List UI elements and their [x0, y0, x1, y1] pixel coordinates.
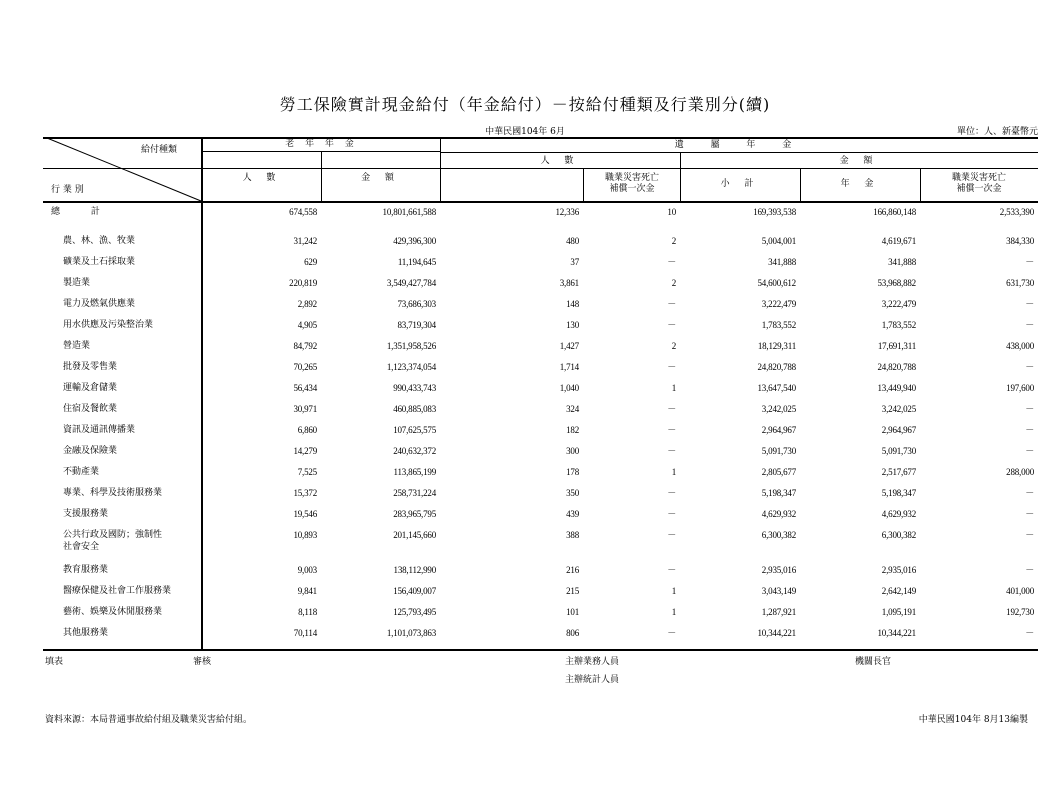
table-cell: 11,194,645 [397, 257, 436, 267]
table-cell: 4,905 [297, 320, 317, 330]
survivor-annuity-header: 遺 屬 年 金 [674, 140, 804, 150]
table-cell: 3,861 [559, 278, 579, 288]
table-cell: 4,629,932 [761, 509, 796, 519]
table-cell: 629 [304, 257, 317, 267]
row-label: 醫療保健及社會工作服務業 [63, 586, 172, 596]
table-cell: 438,000 [1006, 341, 1034, 351]
row-label: 製造業 [63, 278, 91, 288]
table-cell: － [667, 299, 676, 309]
table-cell: 2,935,016 [761, 565, 796, 575]
table-cell: － [1025, 628, 1034, 638]
table-cell: 2 [671, 236, 676, 246]
row-label: 用水供應及污染整治業 [63, 320, 154, 330]
table-cell: 3,043,149 [761, 586, 796, 596]
report-title: 勞工保險實計現金給付（年金給付）－按給付種類及行業別分(續) [279, 95, 771, 114]
table-cell: 3,242,025 [761, 404, 796, 414]
occupational-death-persons-header: 職業災害死亡 補償一次金 [604, 173, 659, 194]
table-cell: 5,004,001 [761, 236, 796, 246]
row-label: 藝術、娛樂及休閒服務業 [63, 607, 163, 617]
table-cell: 9,841 [297, 586, 317, 596]
table-cell: 107,625,575 [393, 425, 436, 435]
table-cell: 83,719,304 [397, 320, 436, 330]
table-cell: 1 [671, 383, 676, 393]
footer-business-head: 主辦業務人員 [565, 657, 620, 667]
subtotal-header: 小 計 [720, 179, 760, 189]
corner-top-label: 給付種類 [141, 145, 178, 155]
table-cell: 4,629,932 [881, 509, 916, 519]
table-cell: 53,968,882 [877, 278, 916, 288]
table-cell: 3,222,479 [881, 299, 916, 309]
table-cell: 5,198,347 [761, 488, 796, 498]
table-cell: 324 [566, 404, 579, 414]
table-cell: 56,434 [293, 383, 317, 393]
table-cell: 18,129,311 [757, 341, 796, 351]
table-cell: 1 [671, 467, 676, 477]
footer-stats-head: 主辦統計人員 [565, 675, 620, 685]
table-bottom-border [43, 649, 1038, 651]
table-cell: 480 [566, 236, 579, 246]
footer-agency-head: 機關長官 [855, 657, 892, 667]
table-cell: 1,101,073,863 [386, 628, 436, 638]
table-cell: 220,819 [289, 278, 317, 288]
table-cell: 806 [566, 628, 579, 638]
annuity-header: 年 金 [840, 179, 880, 189]
occupational-death-amount-header: 職業災害死亡 補償一次金 [951, 173, 1006, 194]
table-cell: － [1025, 446, 1034, 456]
table-cell: 3,549,427,784 [386, 278, 436, 288]
table-cell: 166,860,148 [873, 207, 916, 217]
table-cell: － [667, 628, 676, 638]
row-label: 資訊及通訊傳播業 [63, 425, 136, 435]
table-cell: － [1025, 530, 1034, 540]
table-cell: － [667, 320, 676, 330]
table-cell: 1 [671, 586, 676, 596]
table-cell: 2,964,967 [761, 425, 796, 435]
row-label: 教育服務業 [63, 565, 109, 575]
table-cell: 2,642,149 [881, 586, 916, 596]
statistics-table [43, 137, 1038, 650]
table-cell: － [667, 446, 676, 456]
table-cell: 84,792 [293, 341, 317, 351]
table-cell: 1 [671, 607, 676, 617]
row-label: 不動產業 [63, 467, 100, 477]
table-cell: 169,393,538 [753, 207, 796, 217]
table-cell: 3,222,479 [761, 299, 796, 309]
table-cell: 1,351,958,526 [386, 341, 436, 351]
header-rule-survivor [440, 152, 1038, 153]
table-cell: 10,344,221 [877, 628, 916, 638]
table-cell: － [667, 257, 676, 267]
row-label: 住宿及餐飲業 [63, 404, 118, 414]
table-cell: 156,409,007 [393, 586, 436, 596]
row-label: 礦業及土石採取業 [63, 257, 136, 267]
table-cell: － [1025, 565, 1034, 575]
table-cell: 138,112,990 [393, 565, 436, 575]
report-unit: 單位：人、新臺幣元 [956, 127, 1038, 137]
row-label: 公共行政及國防；強制性 [63, 530, 163, 540]
table-cell: 13,449,940 [877, 383, 916, 393]
table-cell: 201,145,660 [393, 530, 436, 540]
table-cell: 215 [566, 586, 579, 596]
table-cell: － [667, 565, 676, 575]
table-cell: 2,533,390 [999, 207, 1034, 217]
table-cell: 350 [566, 488, 579, 498]
table-cell: 6,860 [297, 425, 317, 435]
table-cell: － [667, 362, 676, 372]
table-cell: 388 [566, 530, 579, 540]
table-cell: 258,731,224 [393, 488, 436, 498]
table-cell: － [1025, 404, 1034, 414]
table-cell: 10,893 [293, 530, 317, 540]
table-cell: 178 [566, 467, 579, 477]
table-cell: 2,964,967 [881, 425, 916, 435]
table-cell: 1,287,921 [761, 607, 796, 617]
table-cell: 10 [667, 207, 676, 217]
table-cell: 14,279 [293, 446, 317, 456]
table-cell: 15,372 [293, 488, 317, 498]
table-cell: 2,517,677 [881, 467, 916, 477]
table-cell: － [1025, 257, 1034, 267]
footer-filler: 填表 [45, 657, 64, 667]
table-cell: 4,619,671 [881, 236, 916, 246]
table-cell: 37 [570, 257, 579, 267]
row-label: 批發及零售業 [63, 362, 118, 372]
table-cell: － [1025, 362, 1034, 372]
old-age-annuity-header: 老 年 年 金 [285, 139, 358, 149]
table-cell: － [667, 425, 676, 435]
old-age-amount-header: 金 額 [361, 173, 400, 183]
footer-reviewer: 審核 [193, 657, 212, 667]
survivor-amount-header: 金 額 [839, 156, 879, 166]
table-cell: 631,730 [1006, 278, 1034, 288]
table-cell: 341,888 [888, 257, 916, 267]
row-label-continued: 社會安全 [63, 542, 100, 552]
table-cell: 674,558 [289, 207, 317, 217]
table-cell: 6,300,382 [761, 530, 796, 540]
corner-bottom-label: 行 業 別 [51, 185, 84, 195]
table-cell: 401,000 [1006, 586, 1034, 596]
table-cell: 70,265 [293, 362, 317, 372]
table-cell: 130 [566, 320, 579, 330]
table-cell: 182 [566, 425, 579, 435]
table-cell: 1,714 [559, 362, 579, 372]
survivor-persons-header: 人 數 [540, 156, 580, 166]
table-cell: － [1025, 509, 1034, 519]
table-cell: 101 [566, 607, 579, 617]
table-cell: 300 [566, 446, 579, 456]
table-cell: 384,330 [1006, 236, 1034, 246]
table-cell: 288,000 [1006, 467, 1034, 477]
table-cell: 54,600,612 [757, 278, 796, 288]
table-cell: 2 [671, 341, 676, 351]
table-cell: 113,865,199 [393, 467, 436, 477]
table-cell: 2,935,016 [881, 565, 916, 575]
row-label: 運輸及倉儲業 [63, 383, 118, 393]
table-cell: 460,885,083 [393, 404, 436, 414]
table-cell: 216 [566, 565, 579, 575]
report-period: 中華民國104年 6月 [485, 127, 565, 137]
table-cell: － [667, 488, 676, 498]
table-cell: 1,427 [559, 341, 579, 351]
table-cell: 1,783,552 [761, 320, 796, 330]
table-cell: 24,820,788 [877, 362, 916, 372]
row-label: 營造業 [63, 341, 91, 351]
table-cell: 3,242,025 [881, 404, 916, 414]
table-cell: 7,525 [297, 467, 317, 477]
table-cell: － [667, 530, 676, 540]
table-cell: 10,344,221 [757, 628, 796, 638]
table-cell: 12,336 [555, 207, 579, 217]
footer-compiled-date: 中華民國104年 8月13編製 [918, 715, 1028, 725]
table-cell: 6,300,382 [881, 530, 916, 540]
row-label: 總 計 [51, 207, 114, 217]
table-cell: 5,091,730 [881, 446, 916, 456]
table-cell: 70,114 [293, 628, 317, 638]
table-cell: 439 [566, 509, 579, 519]
table-cell: 73,686,303 [397, 299, 436, 309]
table-cell: 8,118 [298, 607, 317, 617]
table-cell: 197,600 [1006, 383, 1034, 393]
table-cell: 10,801,661,588 [382, 207, 436, 217]
table-cell: － [1025, 320, 1034, 330]
table-cell: 125,793,495 [393, 607, 436, 617]
table-cell: 341,888 [768, 257, 796, 267]
table-cell: 429,396,300 [393, 236, 436, 246]
row-label: 農、林、漁、牧業 [63, 236, 136, 246]
table-cell: 1,040 [559, 383, 579, 393]
table-cell: 1,095,191 [881, 607, 916, 617]
row-label: 其他服務業 [63, 628, 109, 638]
table-cell: 31,242 [293, 236, 317, 246]
table-cell: 240,632,372 [393, 446, 436, 456]
table-cell: 2,805,677 [761, 467, 796, 477]
row-label: 電力及燃氣供應業 [63, 299, 136, 309]
table-cell: 17,691,311 [877, 341, 916, 351]
table-cell: 2 [671, 278, 676, 288]
table-cell: 13,647,540 [757, 383, 796, 393]
table-cell: 5,091,730 [761, 446, 796, 456]
row-label: 支援服務業 [63, 509, 109, 519]
table-cell: 283,965,795 [393, 509, 436, 519]
table-cell: 192,730 [1006, 607, 1034, 617]
row-label: 金融及保險業 [63, 446, 118, 456]
table-cell: － [667, 404, 676, 414]
col-divider [920, 168, 921, 202]
table-cell: 30,971 [293, 404, 317, 414]
table-cell: － [667, 509, 676, 519]
table-cell: 990,433,743 [393, 383, 436, 393]
table-cell: 1,123,374,054 [386, 362, 436, 372]
table-cell: 148 [566, 299, 579, 309]
table-cell: 1,783,552 [881, 320, 916, 330]
table-cell: 19,546 [293, 509, 317, 519]
table-cell: － [1025, 488, 1034, 498]
table-cell: 2,892 [297, 299, 317, 309]
footer-source: 資料來源：本局普通事故給付組及職業災害給付組。 [45, 715, 253, 725]
col-divider [583, 168, 584, 202]
table-cell: 24,820,788 [757, 362, 796, 372]
table-cell: － [1025, 425, 1034, 435]
row-label: 專業、科學及技術服務業 [63, 488, 163, 498]
table-cell: 5,198,347 [881, 488, 916, 498]
table-cell: － [1025, 299, 1034, 309]
table-cell: 9,003 [297, 565, 317, 575]
old-age-persons-header: 人 數 [242, 173, 282, 183]
